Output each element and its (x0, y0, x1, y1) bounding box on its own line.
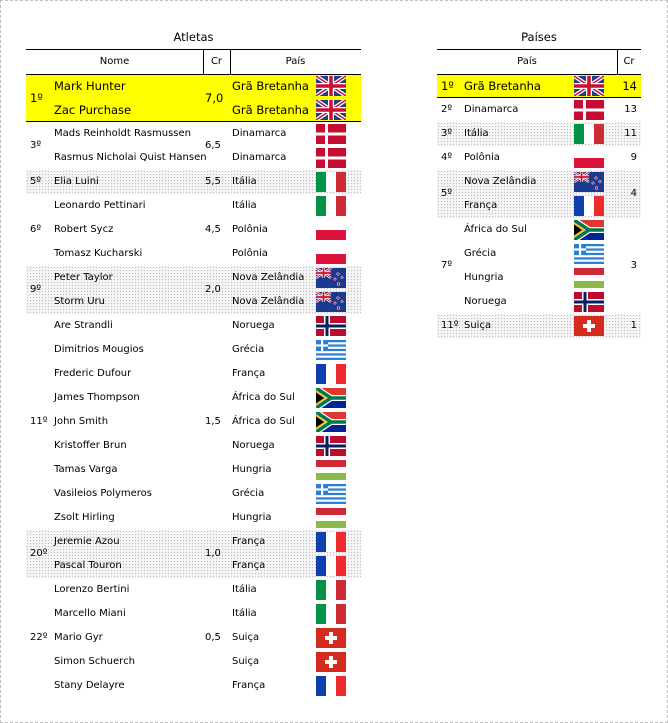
athlete-country: África do Sul (232, 392, 295, 403)
athlete-country: Polônia (232, 224, 268, 235)
country-name: França (464, 200, 498, 211)
athlete-name: Mads Reinholdt Rasmussen (54, 128, 191, 139)
za-flag-icon (574, 220, 604, 240)
rank-cell: 11º (30, 416, 48, 427)
country-name: Nova Zelândia (464, 176, 537, 187)
fr-flag-icon (574, 196, 604, 216)
athlete-country: França (232, 368, 266, 379)
header-pais: País (285, 56, 306, 67)
athlete-name: James Thompson (54, 392, 140, 403)
gr-flag-icon (316, 340, 346, 360)
athlete-country: Grécia (232, 344, 265, 355)
athlete-country: Itália (232, 176, 257, 187)
cr-cell: 7,0 (205, 91, 224, 105)
rank-cell: 20º (30, 548, 48, 559)
rank-cell: 6º (30, 224, 42, 235)
header-cr: Cr (623, 56, 635, 67)
rank-cell: 3º (30, 140, 42, 151)
athlete-country: Nova Zelândia (232, 272, 305, 283)
pl-flag-icon (574, 148, 604, 168)
za-flag-icon (316, 388, 346, 408)
athlete-country: Suiça (232, 656, 260, 667)
no-flag-icon (316, 316, 346, 336)
it-flag-icon (316, 196, 346, 216)
athlete-country: Hungria (232, 464, 272, 475)
rank-cell: 1º (30, 91, 43, 105)
gb-flag-icon (316, 76, 346, 96)
athlete-country: Hungria (232, 512, 272, 523)
countries-title: Países (521, 30, 557, 44)
rank-cell: 5º (30, 176, 42, 187)
athlete-name: Zac Purchase (54, 103, 132, 117)
athlete-name: Stany Delayre (54, 680, 125, 691)
hu-flag-icon (574, 268, 604, 288)
athlete-name: Kristoffer Brun (54, 440, 127, 451)
athlete-name: Leonardo Pettinari (54, 200, 146, 211)
cr-cell: 0,5 (205, 632, 221, 643)
cr-cell: 2,0 (205, 284, 221, 295)
athlete-name: Peter Taylor (54, 272, 113, 283)
ch-flag-icon (574, 316, 604, 336)
athlete-name: Mark Hunter (54, 79, 126, 93)
nz-flag-icon (574, 172, 604, 192)
athlete-country: Suiça (232, 632, 260, 643)
cr-cell: 3 (630, 260, 637, 271)
cr-cell: 14 (622, 79, 637, 93)
cr-cell: 1,0 (205, 548, 221, 559)
athlete-country: Grã Bretanha (232, 79, 309, 93)
athlete-country: Dinamarca (232, 128, 287, 139)
athlete-country: Itália (232, 584, 257, 595)
it-flag-icon (574, 124, 604, 144)
athlete-country: França (232, 560, 266, 571)
athlete-name: Lorenzo Bertini (54, 584, 130, 595)
gb-flag-icon (316, 100, 346, 120)
cr-cell: 5,5 (205, 176, 221, 187)
rank-cell: 5º (441, 188, 453, 199)
athlete-name: Pascal Touron (54, 560, 122, 571)
nz-flag-icon (316, 292, 346, 312)
athlete-country: França (232, 680, 266, 691)
athlete-name: Dimitrios Mougios (54, 344, 144, 355)
athlete-name: Vasileios Polymeros (54, 488, 152, 499)
za-flag-icon (316, 412, 346, 432)
athlete-country: Itália (232, 200, 257, 211)
fr-flag-icon (316, 364, 346, 384)
athlete-country: Grã Bretanha (232, 103, 309, 117)
header-cr: Cr (210, 56, 223, 67)
dk-flag-icon (316, 148, 346, 168)
rank-cell: 22º (30, 632, 48, 643)
rank-cell: 1º (441, 79, 454, 93)
athlete-name: Tomasz Kucharski (54, 248, 143, 259)
ch-flag-icon (316, 628, 346, 648)
cr-cell: 4 (630, 188, 637, 199)
athlete-name: Elia Luini (54, 176, 99, 187)
nz-flag-icon (316, 268, 346, 288)
country-name: Grécia (464, 248, 497, 259)
rank-cell: 3º (441, 128, 453, 139)
hu-flag-icon (316, 508, 346, 528)
country-name: Dinamarca (464, 104, 519, 115)
athletes-header (26, 49, 361, 75)
cr-cell: 1 (630, 320, 637, 331)
gr-flag-icon (316, 484, 346, 504)
athlete-country: Nova Zelândia (232, 296, 305, 307)
country-name: Noruega (464, 296, 507, 307)
athlete-country: Dinamarca (232, 152, 287, 163)
country-name: Itália (464, 128, 489, 139)
header-pais: País (517, 56, 537, 67)
rank-cell: 4º (441, 152, 453, 163)
it-flag-icon (316, 172, 346, 192)
dk-flag-icon (316, 124, 346, 144)
fr-flag-icon (316, 676, 346, 696)
country-name: Hungria (464, 272, 504, 283)
athlete-country: Grécia (232, 488, 265, 499)
rank-cell: 11º (441, 320, 459, 331)
cr-cell: 13 (624, 104, 637, 115)
athlete-country: França (232, 536, 266, 547)
athlete-name: John Smith (54, 416, 109, 427)
no-flag-icon (574, 292, 604, 312)
athlete-name: Frederic Dufour (54, 368, 132, 379)
country-name: Grã Bretanha (464, 79, 541, 93)
athlete-name: Simon Schuerch (54, 656, 135, 667)
cr-cell: 11 (624, 128, 637, 139)
countries-header (437, 49, 641, 75)
pl-flag-icon (316, 244, 346, 264)
rank-cell: 2º (441, 104, 453, 115)
athlete-country: África do Sul (232, 416, 295, 427)
cr-cell: 9 (630, 152, 637, 163)
cr-cell: 1,5 (205, 416, 221, 427)
country-name: Suiça (464, 320, 492, 331)
athlete-name: Mario Gyr (54, 632, 103, 643)
cr-cell: 6,5 (205, 140, 221, 151)
hu-flag-icon (316, 460, 346, 480)
it-flag-icon (316, 580, 346, 600)
athlete-country: Noruega (232, 320, 275, 331)
athlete-country: Itália (232, 608, 257, 619)
athlete-name: Jeremie Azou (54, 536, 120, 547)
athlete-name: Zsolt Hirling (54, 512, 115, 523)
cr-cell: 4,5 (205, 224, 221, 235)
athlete-name: Storm Uru (54, 296, 106, 307)
country-name: África do Sul (464, 224, 527, 235)
no-flag-icon (316, 436, 346, 456)
athlete-name: Robert Sycz (54, 224, 114, 235)
gr-flag-icon (574, 244, 604, 264)
athlete-name: Are Strandli (54, 320, 113, 331)
fr-flag-icon (316, 532, 346, 552)
fr-flag-icon (316, 556, 346, 576)
header-nome: Nome (99, 56, 130, 67)
athlete-country: Noruega (232, 440, 275, 451)
country-name: Polônia (464, 152, 500, 163)
pl-flag-icon (316, 220, 346, 240)
athlete-name: Tamas Varga (54, 464, 118, 475)
rank-cell: 7º (441, 260, 453, 271)
ch-flag-icon (316, 652, 346, 672)
rank-cell: 9º (30, 284, 42, 295)
it-flag-icon (316, 604, 346, 624)
athlete-name: Marcello Miani (54, 608, 126, 619)
dk-flag-icon (574, 100, 604, 120)
athletes-title: Atletas (173, 30, 214, 44)
athlete-country: Polônia (232, 248, 268, 259)
gb-flag-icon (574, 76, 604, 96)
athlete-name: Rasmus Nicholai Quist Hansen (54, 152, 207, 163)
